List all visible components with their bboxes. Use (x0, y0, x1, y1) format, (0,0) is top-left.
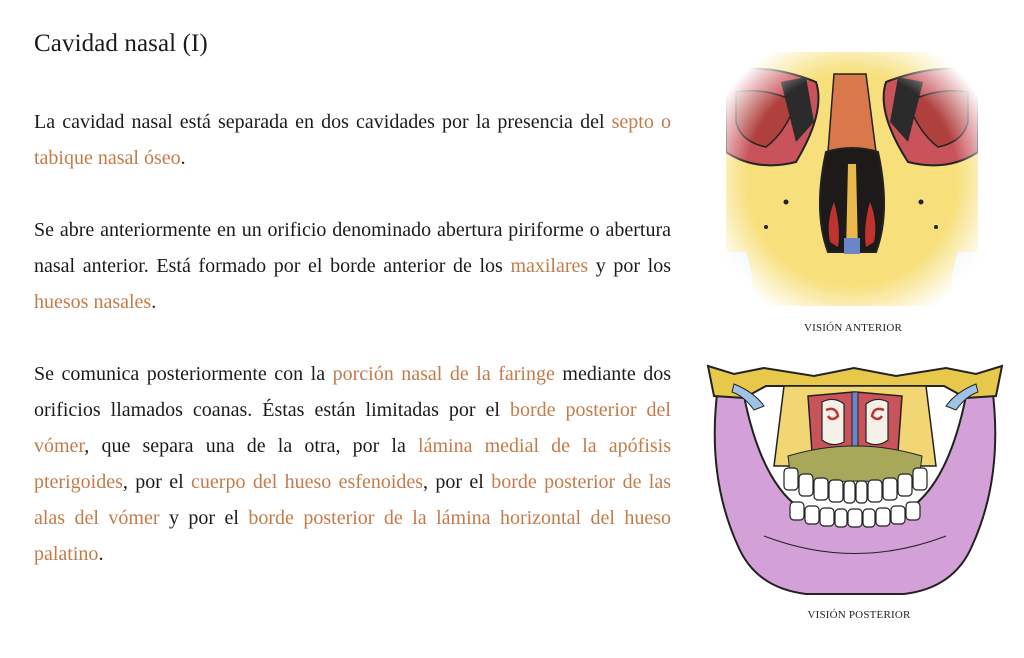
paragraph-text: , por el (423, 471, 492, 493)
paragraph-text: . (180, 147, 186, 169)
paragraph-text: mediante dos orificios llamados coanas. Éstas están limitadas por el (34, 363, 672, 421)
highlighted-term: lámina medial de la apófisis pterigoides (34, 435, 672, 493)
paragraph-text: . (98, 543, 104, 565)
highlighted-term: septo o tabique nasal óseo (34, 111, 671, 169)
paragraph-piriform-aperture (34, 212, 671, 320)
highlighted-term: cuerpo del hueso esfenoides (191, 471, 424, 493)
caption-posterior-view: VISIÓN POSTERIOR (807, 609, 911, 621)
paragraph-text: y por el (159, 507, 249, 529)
highlighted-term: maxilares (510, 255, 589, 277)
paragraph-text: . (151, 291, 157, 313)
skull-posterior-view-illustration (704, 356, 1006, 598)
skull-anterior-view-illustration (726, 52, 978, 306)
caption-anterior-view: VISIÓN ANTERIOR (803, 322, 903, 334)
paragraph-text: La cavidad nasal está separada en dos cavidades por la presencia del (34, 111, 612, 133)
highlighted-term: borde posterior del vómer (34, 399, 671, 457)
paragraph-text: y por los (588, 255, 671, 277)
highlighted-term: porción nasal de la faringe (332, 363, 555, 385)
highlighted-term: borde posterior de la lámina horizontal del hueso palatino (34, 507, 672, 565)
highlighted-term: borde posterior de las alas del vómer (34, 471, 672, 529)
paragraph-choanae (34, 356, 671, 572)
paragraph-text: Se comunica posteriormente con la (34, 363, 333, 385)
paragraph-text: Se abre anteriormente en un orificio denominado abertura piriforme o abertura nasal anterior. Está formado por el borde anterior de los (34, 219, 671, 277)
paragraph-text: , por el (122, 471, 192, 493)
highlighted-term: huesos nasales (34, 291, 152, 313)
page-title: Cavidad nasal (I) (34, 30, 208, 57)
paragraph-septum (34, 104, 671, 176)
paragraph-text: , que separa una de la otra, por la (84, 435, 419, 457)
